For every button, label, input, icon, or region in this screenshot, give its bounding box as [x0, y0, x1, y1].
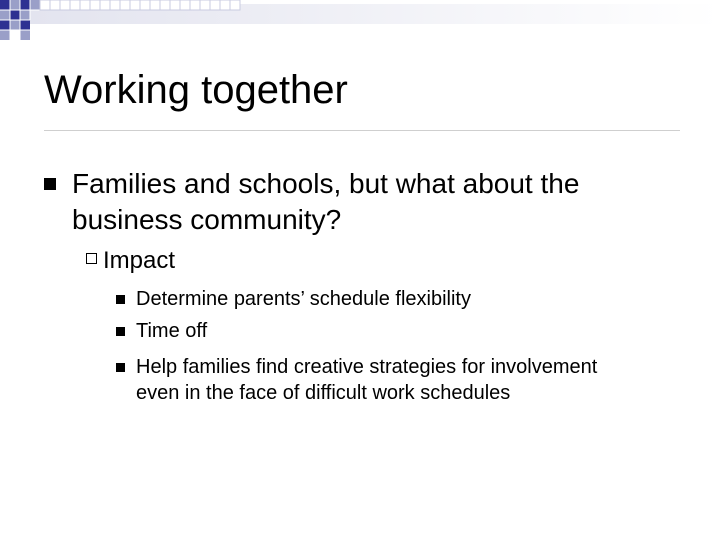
square-bullet-icon — [116, 295, 125, 304]
bullet-text: Families and schools, but what about the business community? — [72, 168, 580, 235]
square-bullet-icon — [116, 327, 125, 336]
square-bullet-icon — [116, 363, 125, 372]
sub-bullet-item — [86, 245, 175, 277]
slide-title: Working together — [44, 68, 348, 112]
bullet-item — [44, 166, 684, 238]
hollow-square-bullet-icon — [86, 253, 97, 264]
sub-item — [116, 318, 636, 344]
sub-item-text: Help families find creative strategies for involvement even in the face of difficult work schedules — [136, 356, 598, 404]
sub-item — [116, 286, 636, 312]
sub-item-text: Time off — [136, 320, 208, 342]
square-bullet-icon — [44, 178, 56, 190]
title-divider — [44, 130, 680, 131]
sub-bullet-text: Impact — [103, 247, 176, 274]
sub-item — [116, 354, 636, 406]
sub-item-text: Determine parents’ schedule flexibility — [136, 288, 471, 310]
header-decoration — [0, 0, 720, 48]
